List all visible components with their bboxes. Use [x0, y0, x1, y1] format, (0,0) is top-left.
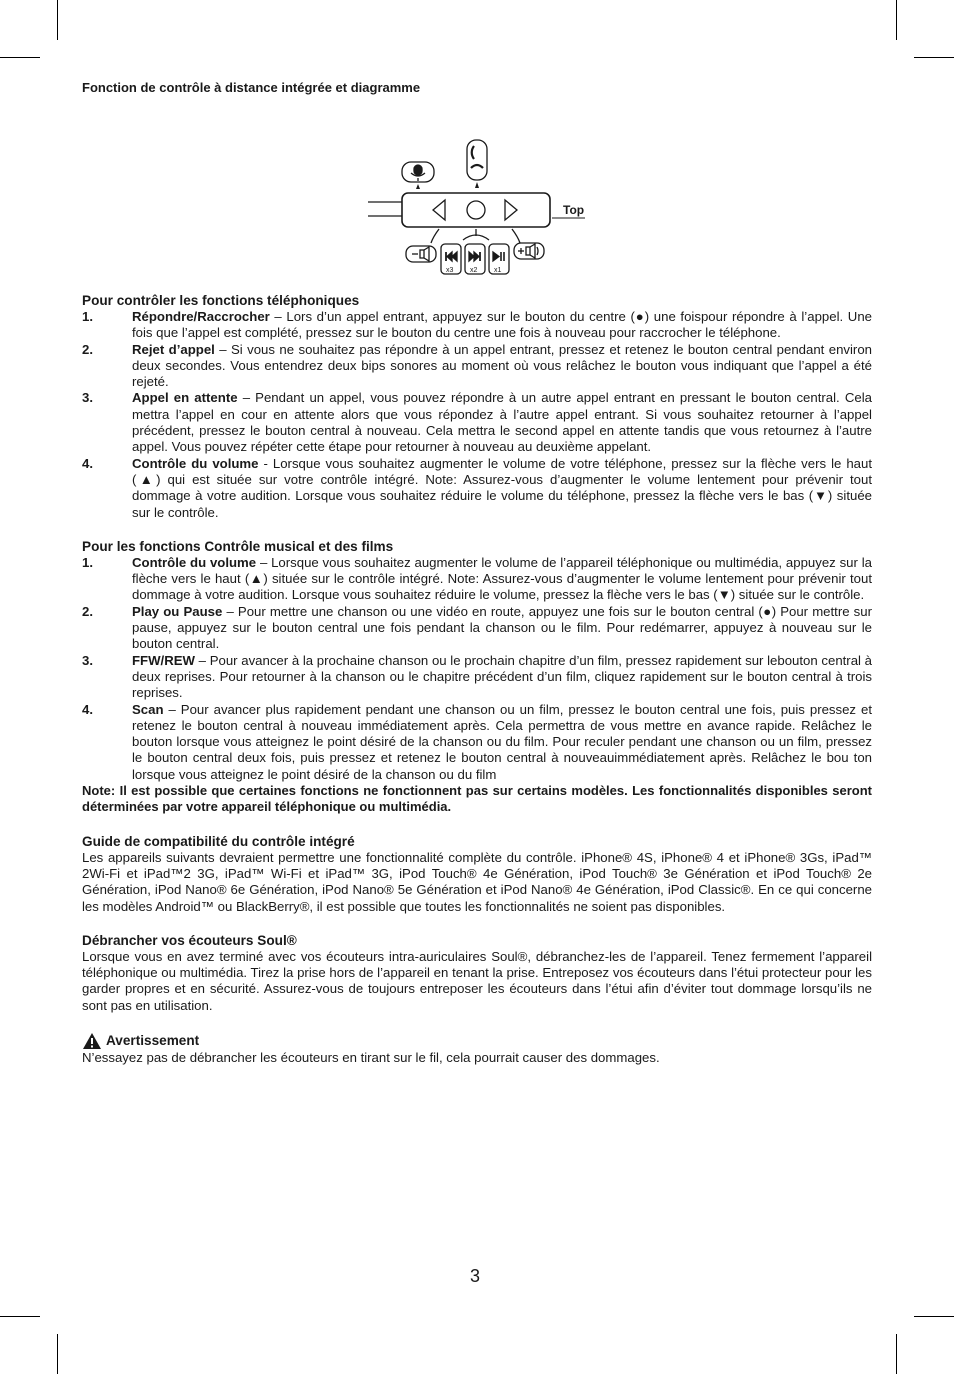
list-item: [82, 456, 872, 521]
document-title: Fonction de contrôle à distance intégrée et diagramme: [82, 80, 421, 95]
item-label: Appel en attente: [132, 390, 238, 406]
section-title: Pour contrôler les fonctions téléphoniques: [82, 293, 360, 308]
item-body: [132, 702, 872, 783]
item-number: 3.: [82, 390, 93, 406]
item-number: 1.: [82, 309, 93, 324]
item-number: 2.: [82, 603, 93, 619]
item-text: – Lors d’un appel entrant, appuyez sur le bouton du centre (●) une foispour répondre à l’appel. Une fois que l’appel est complété, pressez sur le bouton du centre une fois à nouveau pour raccrocher le téléphone.: [132, 309, 872, 341]
warning-section: [82, 1032, 872, 1066]
list-item: [82, 342, 872, 391]
list-item: [82, 604, 872, 653]
pointer-line: [431, 229, 439, 243]
phone-icon: [467, 140, 487, 188]
item-text: - Lorsque vous souhaitez augmenter le volume de votre téléphone, pressez sur la flèche vers le haut (▲) qui est située sur votre contrôle intégré. Note: Assurez-vous d’augmenter le volume lentement pour prévenir tout dommage à votre audition. Lorsque vous souhaitez réduire le volume du téléphone, pressez la flèche vers le bas (▼) située sur le contrôle.: [132, 455, 873, 520]
item-label: Scan: [132, 701, 164, 717]
warning-heading: [82, 1032, 872, 1050]
item-number: 3.: [82, 652, 93, 668]
item-label: Contrôle du volume: [132, 455, 259, 471]
warning-icon: [82, 1032, 102, 1050]
item-text: – Pour avancer à la prochaine chanson ou le prochain chapitre d’un film, pressez rapidement sur lebouton central à deux reprises. Pour retourner à la chanson ou le chapitre précédent d’un film, cliquez rapidement sur le bouton central à trois reprises.: [132, 652, 872, 701]
item-number: 4.: [82, 455, 93, 471]
crop-mark: [57, 0, 58, 40]
item-body: [132, 653, 872, 702]
item-label: Rejet d’appel: [132, 341, 215, 357]
item-number: 4.: [82, 701, 93, 717]
skip-label-x3: x3: [446, 267, 454, 274]
section-text: Les appareils suivants devraient permettre une fonctionnalité complète du contrôle. iPhone® 4S, iPhone® 4 et iPhone® 3Gs, iPad™ 2Wi-Fi et iPad™2 3G, iPad™ Wi-Fi et iPad™ 3G, iPod Touch® 4e Génération, iPod Touch® 3e Génération et iPod Touch® 2e Génération, iPod Nano® 6e Génération, iPod Nano® 5e Génération et iPod Nano® 4e Génération, iPod Classic®. En ce qui concerne les modèles Android™ ou BlackBerry®, il est possible que toutes les fonctionnalités ne soient pas disponibles.: [82, 849, 872, 914]
crop-mark: [57, 1334, 58, 1374]
page-content: [82, 80, 872, 1066]
item-body: [132, 555, 872, 604]
list-item: [82, 309, 872, 342]
remote-control-diagram: [82, 130, 872, 275]
phone-section: [82, 293, 872, 521]
page-number: 3: [470, 1266, 481, 1286]
warning-title: Avertissement: [106, 1033, 200, 1049]
unplug-section: [82, 933, 872, 1014]
skip-label-x1: x1: [494, 267, 502, 274]
item-label: Contrôle du volume: [132, 554, 257, 570]
item-label: Play ou Pause: [132, 603, 223, 619]
item-number: 1.: [82, 554, 93, 570]
item-label: Répondre/Raccrocher: [132, 309, 270, 324]
volume-down-icon: [406, 246, 436, 262]
item-number: 2.: [82, 341, 93, 357]
microphone-icon: [402, 162, 434, 189]
item-body: [132, 342, 872, 391]
center-button-icon: [467, 201, 485, 219]
item-body: [132, 390, 872, 455]
volume-down-arrow-icon: [433, 200, 445, 220]
crop-mark: [914, 57, 954, 58]
section-title: Guide de compatibilité du contrôle intégré: [82, 833, 355, 849]
remote-diagram-svg: [82, 130, 872, 275]
crop-mark: [896, 1334, 897, 1374]
list-item: [82, 390, 872, 455]
skip-label-x2: x2: [470, 267, 478, 274]
section-title: Pour les fonctions Contrôle musical et des films: [82, 538, 394, 554]
item-text: – Pendant un appel, vous pouvez répondre à un autre appel entrant en pressant le bouton central. Cela mettra l’appel en cour en attente alors que vous répondez à l’autre appel entrant. Si vous souhaitez retourner à l’appel précédent, pressez le bouton central à nouveau. Cela mettra le second appel en attente tandis que vous retournez à l’autre appel. Vous pouvez répéter cette étape pour retourner à nouveau au deuxième appelant.: [132, 390, 872, 455]
crop-mark: [896, 0, 897, 40]
section-text: N’essayez pas de débrancher les écouteurs en tirant sur le fil, cela pourrait causer des dommages.: [82, 1049, 660, 1065]
item-body: [132, 456, 872, 521]
crop-mark: [0, 57, 40, 58]
crop-mark: [914, 1316, 954, 1317]
compatibility-section: [82, 834, 872, 915]
volume-up-icon: [514, 243, 544, 259]
music-items: [82, 555, 872, 783]
crop-mark: [0, 1316, 40, 1317]
section-title: Débrancher vos écouteurs Soul®: [82, 932, 297, 948]
pointer-line: [512, 229, 520, 243]
top-label: Top: [563, 203, 585, 217]
list-item: [82, 653, 872, 702]
item-body: [132, 309, 872, 342]
music-section: [82, 539, 872, 816]
list-item: [82, 555, 872, 604]
phone-items: [82, 309, 872, 521]
item-text: – Lorsque vous souhaitez augmenter le volume de l’appareil téléphonique ou multimédia, appuyez sur la flèche vers le haut (▲) située sur le contrôle intégré. Note: Assurez-vous d’augmenter le volume lentement pour prévenir tout dommage à votre audition. Lorsque vous souhaitez réduire le volume, pressez la flèche vers le bas (▼) située sur le contrôle.: [132, 554, 872, 603]
list-item: [82, 702, 872, 783]
compatibility-note: Note: Il est possible que certaines fonctions ne fonctionnent pas sur certains modèles. Les fonctionnalités disponibles seront déterminées par votre appareil téléphonique ou multimédia.: [82, 783, 872, 815]
item-text: – Pour mettre une chanson ou une vidéo en route, appuyez une fois sur le bouton central (●) Pour mettre sur pause, appuyez sur le bouton central une fois pendant la chanson ou le film. Pour redémarrer, appuyez à nouveau sur le bouton central.: [132, 603, 873, 652]
item-text: – Pour avancer plus rapidement pendant une chanson ou un film, pressez le bouton central une fois, puis pressez et retenez le bouton central à nouveau immédiatement après. Cela permettra de vous mettre en avance rapide. Relâchez le bouton lorsque vous atteignez le point désiré de la chanson ou du film. Pour reculer pendant une chanson ou un film, pressez le bouton central deux fois, puis pressez et retenez le bouton central à nouveauimmédiatement après. Relâchez le bou ton lorsque vous atteignez le point désiré de la chanson ou du film: [132, 701, 872, 782]
remote-body: [402, 193, 550, 227]
item-label: FFW/REW: [132, 652, 195, 668]
item-text: – Si vous ne souhaitez pas répondre à un appel entrant, pressez et retenez le bouton central pendant environ deux secondes. Vous entendrez deux bips sonores au moment où vous relâchez le bouton vous indiquant que l’appel a été rejeté.: [132, 341, 872, 390]
item-body: [132, 604, 872, 653]
section-text: Lorsque vous en avez terminé avec vos écouteurs intra-auriculaires Soul®, débranchez-les de l’appareil. Tenez fermement l’appareil téléphonique ou multimédia. Tirez la prise hors de l’appareil en tenant la prise. Entreposez vos écouteurs dans l’étui protecteur pour les garder propres et en sécurité. Assurez-vous de toujours entreposer les écouteurs dans l’étui afin d’éviter tout dommage lorsqu’ils ne sont pas en utilisation.: [82, 948, 872, 1013]
volume-up-arrow-icon: [505, 200, 517, 220]
